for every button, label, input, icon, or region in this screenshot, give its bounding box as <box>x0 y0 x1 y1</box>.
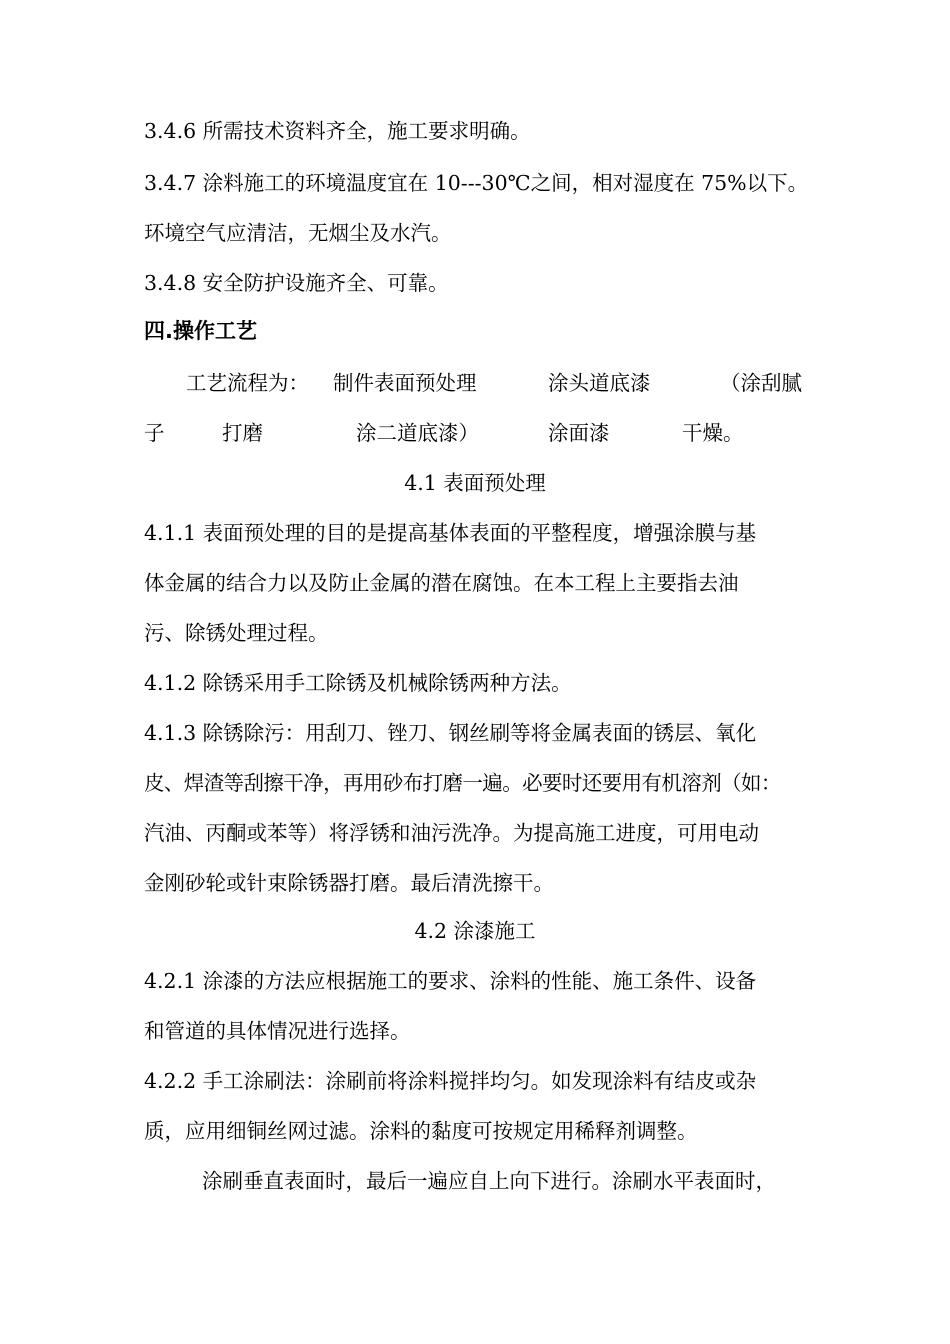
section-heading: 四.操作工艺 <box>144 319 257 343</box>
flow-step-pretreatment: 制件表面预处理 <box>333 371 477 395</box>
paragraph-4-1-3-line4: 金刚砂轮或针束除锈器打磨。最后清洗擦干。 <box>144 871 554 895</box>
paragraph-brushing-vertical: 涂刷垂直表面时，最后一遍应自上向下进行。涂刷水平表面时， <box>202 1169 776 1193</box>
flow-step-drying: 干燥。 <box>682 421 744 445</box>
paragraph-3-4-8: 3.4.8 安全防护设施齐全、可靠。 <box>144 271 449 295</box>
flow-intro: 工艺流程为： <box>186 371 309 395</box>
process-flow-line1 <box>0 370 950 396</box>
paragraph-4-2-2-line1: 4.2.2 手工涂刷法：涂刷前将涂料搅拌均匀。如发现涂料有结皮或杂 <box>144 1069 757 1093</box>
flow-step-primer1: 涂头道底漆 <box>548 371 651 395</box>
paragraph-4-1-3-line2: 皮、焊渣等刮擦干净，再用砂布打磨一遍。必要时还要用有机溶剂（如： <box>144 771 781 795</box>
paragraph-3-4-7-line2: 环境空气应清洁，无烟尘及水汽。 <box>144 221 452 245</box>
paragraph-4-1-2: 4.1.2 除锈采用手工除锈及机械除锈两种方法。 <box>144 671 572 695</box>
paragraph-4-1-3-line3: 汽油、丙酮或苯等）将浮锈和油污洗净。为提高施工进度，可用电动 <box>144 821 759 845</box>
flow-step-topcoat: 涂面漆 <box>548 421 610 445</box>
flow-step-sanding: 打磨 <box>222 421 263 445</box>
paragraph-4-1-1-line1: 4.1.1 表面预处理的目的是提高基体表面的平整程度，增强涂膜与基 <box>144 521 757 545</box>
paragraph-3-4-7-line1: 3.4.7 涂料施工的环境温度宜在 10---30℃之间，相对湿度在 75%以下。 <box>144 171 809 195</box>
flow-step-putty-a: （涂刮腻 <box>720 371 802 395</box>
paragraph-4-2-1-line2: 和管道的具体情况进行选择。 <box>144 1019 411 1043</box>
paragraph-3-4-6: 3.4.6 所需技术资料齐全，施工要求明确。 <box>144 119 531 143</box>
subsection-title-4-2: 4.2 涂漆施工 <box>414 919 536 943</box>
flow-step-putty-b: 子 <box>144 421 165 445</box>
paragraph-4-1-1-line2: 体金属的结合力以及防止金属的潜在腐蚀。在本工程上主要指去油 <box>144 571 739 595</box>
paragraph-4-2-2-line2: 质，应用细铜丝网过滤。涂料的黏度可按规定用稀释剂调整。 <box>144 1119 698 1143</box>
paragraph-4-1-1-line3: 污、除锈处理过程。 <box>144 621 329 645</box>
subsection-title-4-1: 4.1 表面预处理 <box>404 471 546 495</box>
paragraph-4-2-1-line1: 4.2.1 涂漆的方法应根据施工的要求、涂料的性能、施工条件、设备 <box>144 969 757 993</box>
process-flow-line2 <box>0 420 950 446</box>
paragraph-4-1-3-line1: 4.1.3 除锈除污：用刮刀、锉刀、钢丝刷等将金属表面的锈层、氧化 <box>144 721 757 745</box>
flow-step-primer2: 涂二道底漆） <box>356 421 479 445</box>
